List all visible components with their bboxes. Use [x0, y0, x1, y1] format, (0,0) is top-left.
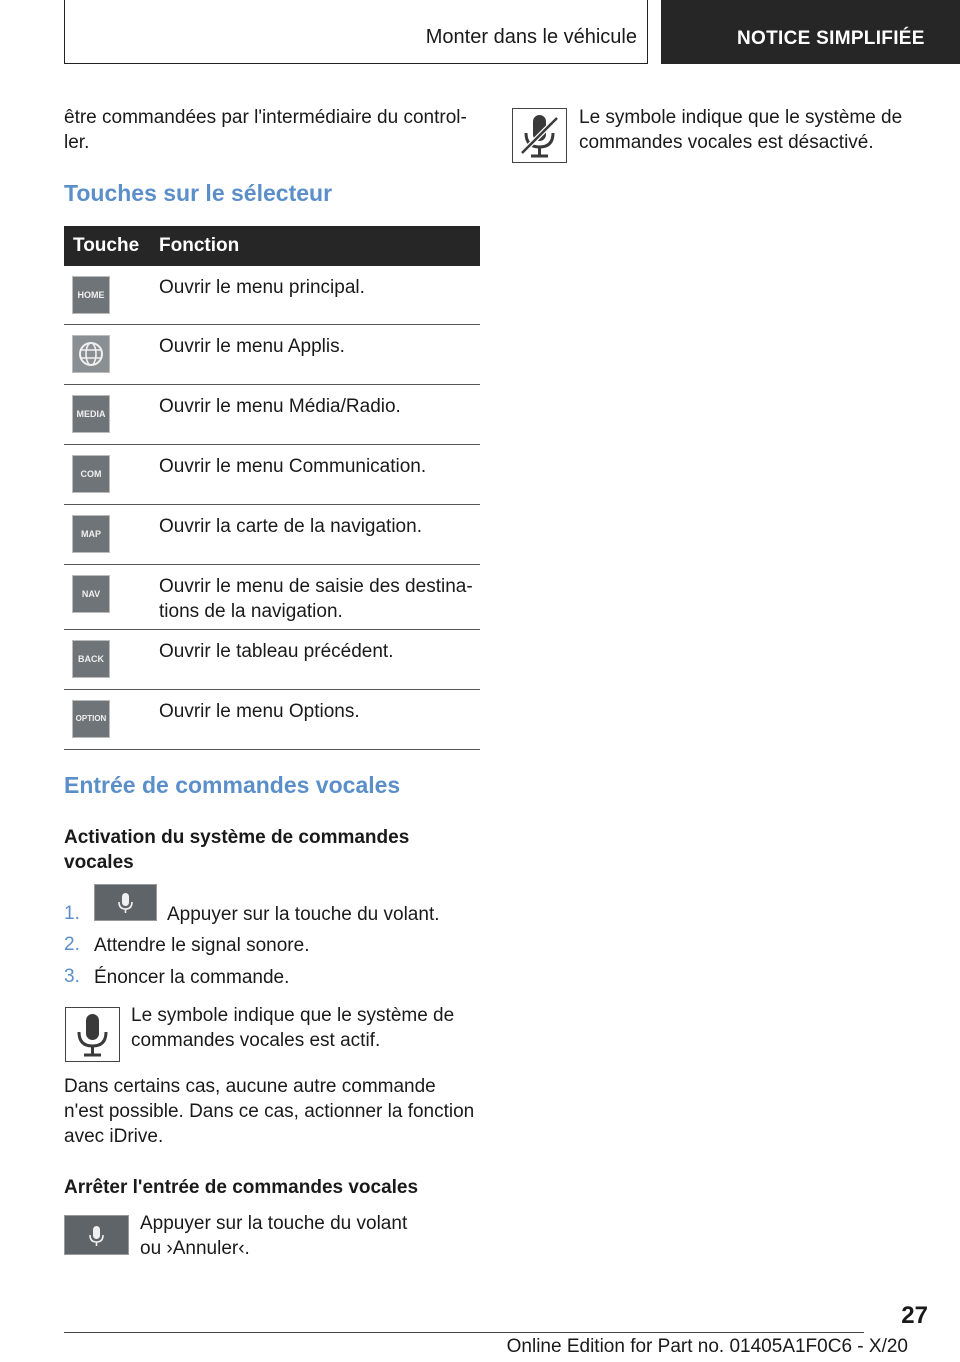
note-text-line2: n'est possible. Dans ce cas, actionner la fonction: [64, 1101, 475, 1122]
table-row: [64, 505, 480, 565]
table-cell-function: Ouvrir le menu Média/Radio.: [159, 396, 401, 417]
disabled-symbol-text-line1: Le symbole indique que le système de: [579, 107, 903, 128]
globe-key-icon: [72, 335, 110, 373]
table-cell-function: Ouvrir le menu principal.: [159, 277, 365, 298]
stop-text-line1: Appuyer sur la touche du volant: [140, 1213, 408, 1234]
table-cell-function: Ouvrir la carte de la navigation.: [159, 516, 422, 537]
media-key-icon: MEDIA: [72, 395, 110, 433]
note-text-line1: Dans certains cas, aucune autre commande: [64, 1076, 436, 1097]
table-row: [64, 630, 480, 690]
header-section-box: [64, 0, 648, 64]
header-tag-box: [661, 0, 960, 64]
disabled-symbol-text-line2: commandes vocales est désactivé.: [579, 132, 874, 153]
subsection-title-activation-line2: vocales: [64, 852, 134, 873]
header-section-title: Monter dans le véhicule: [425, 26, 637, 48]
step-text: Appuyer sur la touche du volant.: [167, 904, 440, 925]
table-row: [64, 445, 480, 505]
table-row: [64, 266, 480, 325]
footer-edition-text: Online Edition for Part no. 01405A1F0C6 - X/20: [506, 1336, 908, 1357]
subsection-title-activation-line1: Activation du système de commandes: [64, 827, 410, 848]
subsection-title-stop: Arrêter l'entrée de commandes vocales: [64, 1177, 419, 1198]
active-symbol-text-line2: commandes vocales est actif.: [131, 1030, 381, 1051]
steering-wheel-voice-button-icon: [94, 884, 157, 921]
steering-wheel-voice-button-icon: [64, 1215, 129, 1255]
header-tag: NOTICE SIMPLIFIÉE: [737, 28, 925, 49]
table-cell-function: Ouvrir le menu Options.: [159, 701, 360, 722]
back-key-icon: BACK: [72, 640, 110, 678]
table-cell-function: [159, 574, 479, 624]
section-title-vocal: Entrée de commandes vocales: [64, 772, 401, 798]
intro-text-line1: être commandées par l'intermédiaire du control‐: [64, 107, 467, 128]
table-header: [64, 226, 480, 266]
table-header-fonction: Fonction: [159, 235, 240, 256]
note-text-line3: avec iDrive.: [64, 1126, 164, 1147]
voice-disabled-symbol-icon: [512, 108, 567, 163]
map-key-icon: MAP: [72, 515, 110, 553]
voice-active-symbol-icon: [65, 1007, 120, 1062]
step-text: Énoncer la commande.: [94, 967, 290, 988]
active-symbol-text-line1: Le symbole indique que le système de: [131, 1005, 455, 1026]
step-number: 2.: [64, 934, 80, 955]
step-number: 3.: [64, 966, 80, 987]
step-text: Attendre le signal sonore.: [94, 935, 310, 956]
com-key-icon: COM: [72, 455, 110, 493]
controller-keys-table: [64, 226, 480, 750]
table-cell-function-line1: Ouvrir le menu de saisie des destina‐: [159, 576, 473, 597]
footer-divider: [64, 1332, 864, 1333]
home-key-icon: HOME: [72, 276, 110, 314]
table-cell-function: Ouvrir le menu Applis.: [159, 336, 345, 357]
table-cell-function: Ouvrir le menu Communication.: [159, 456, 427, 477]
section-title-touches: Touches sur le sélecteur: [64, 180, 333, 206]
intro-text-line2: ler.: [64, 132, 90, 153]
page-number: 27: [901, 1302, 928, 1329]
nav-key-icon: NAV: [72, 575, 110, 613]
table-cell-function-line2: tions de la navigation.: [159, 601, 343, 622]
table-cell-function: Ouvrir le tableau précédent.: [159, 641, 394, 662]
table-row: [64, 385, 480, 445]
step-number: 1.: [64, 903, 80, 924]
table-row: [64, 325, 480, 385]
option-key-icon: OPTION: [72, 700, 110, 738]
stop-text-line2: ou ›Annuler‹.: [140, 1238, 250, 1259]
table-header-touche: Touche: [73, 235, 140, 256]
table-row: [64, 565, 480, 630]
table-row: [64, 690, 480, 750]
